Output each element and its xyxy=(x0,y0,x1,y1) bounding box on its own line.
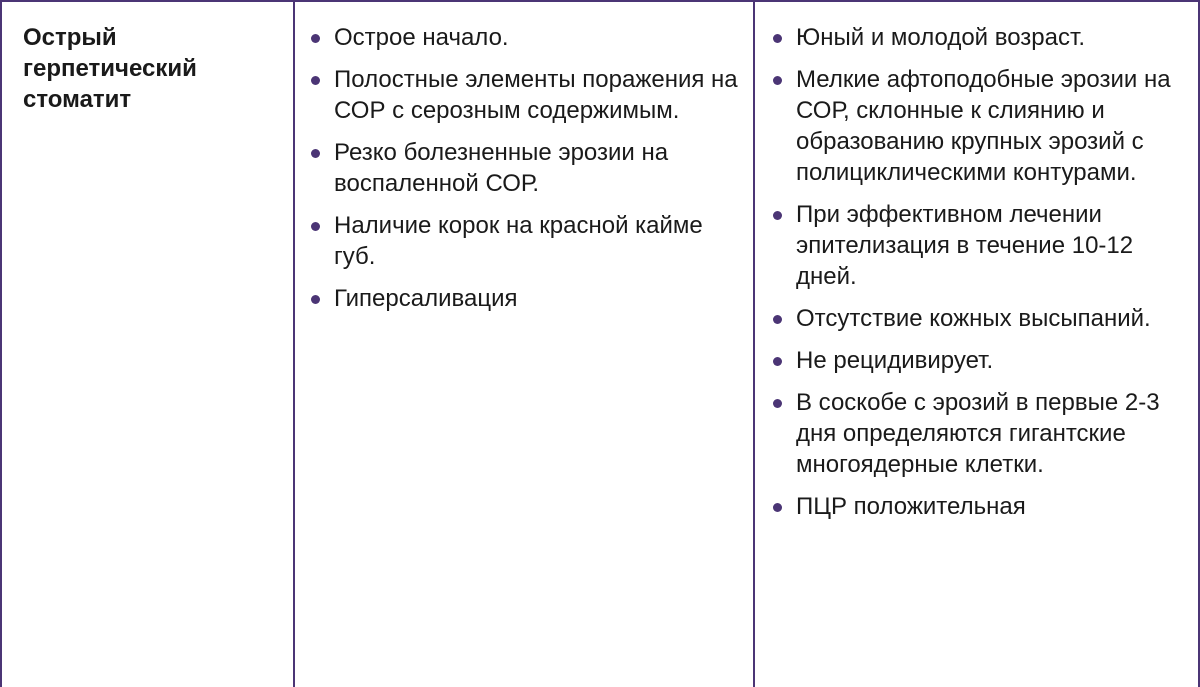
list-item-text: Мелкие афтоподобные эрозии на СОР, склонные к слиянию и образованию крупных эрозий с полициклическими контурами. xyxy=(796,66,1171,186)
list-item-text: При эффективном лечении эпителизация в течение 10-12 дней. xyxy=(796,201,1134,290)
bullet-icon xyxy=(311,76,320,85)
list-item-text: Юный и молодой возраст. xyxy=(796,24,1085,51)
list-item-text: Острое начало. xyxy=(334,24,509,51)
list-item xyxy=(771,491,1188,522)
bullet-icon xyxy=(311,295,320,304)
list-item xyxy=(309,210,743,272)
list-item xyxy=(771,387,1188,480)
bullet-icon xyxy=(311,222,320,231)
bullet-icon xyxy=(773,315,782,324)
list-item xyxy=(771,64,1188,188)
list-item-text: Не рецидивирует. xyxy=(796,347,994,374)
list-item xyxy=(309,137,743,199)
clinical-signs-list xyxy=(309,22,743,314)
disease-name-cell xyxy=(2,2,295,687)
clinical-signs-cell xyxy=(295,2,755,687)
list-item xyxy=(309,283,743,314)
list-item-text: ПЦР положительная xyxy=(796,493,1026,520)
bullet-icon xyxy=(311,34,320,43)
differential-signs-cell xyxy=(755,2,1198,687)
list-item xyxy=(771,345,1188,376)
list-item-text: В соскобе с эрозий в первые 2-3 дня определяются гигантские многоядерные клетки. xyxy=(796,389,1160,478)
bullet-icon xyxy=(773,76,782,85)
list-item xyxy=(309,22,743,53)
bullet-icon xyxy=(773,357,782,366)
list-item xyxy=(771,199,1188,292)
list-item-text: Полостные элементы поражения на СОР с серозным содержимым. xyxy=(334,66,738,124)
list-item xyxy=(771,22,1188,53)
bullet-icon xyxy=(773,34,782,43)
bullet-icon xyxy=(773,211,782,220)
disease-name: Острый герпетический стоматит xyxy=(23,24,197,113)
list-item xyxy=(771,303,1188,334)
list-item-text: Гиперсаливация xyxy=(334,285,518,312)
list-item-text: Резко болезненные эрозии на воспаленной СОР. xyxy=(334,139,669,197)
bullet-icon xyxy=(773,503,782,512)
bullet-icon xyxy=(311,149,320,158)
bullet-icon xyxy=(773,399,782,408)
list-item-text: Наличие корок на красной кайме губ. xyxy=(334,212,703,270)
list-item-text: Отсутствие кожных высыпаний. xyxy=(796,305,1151,332)
list-item xyxy=(309,64,743,126)
differential-signs-list xyxy=(771,22,1188,522)
